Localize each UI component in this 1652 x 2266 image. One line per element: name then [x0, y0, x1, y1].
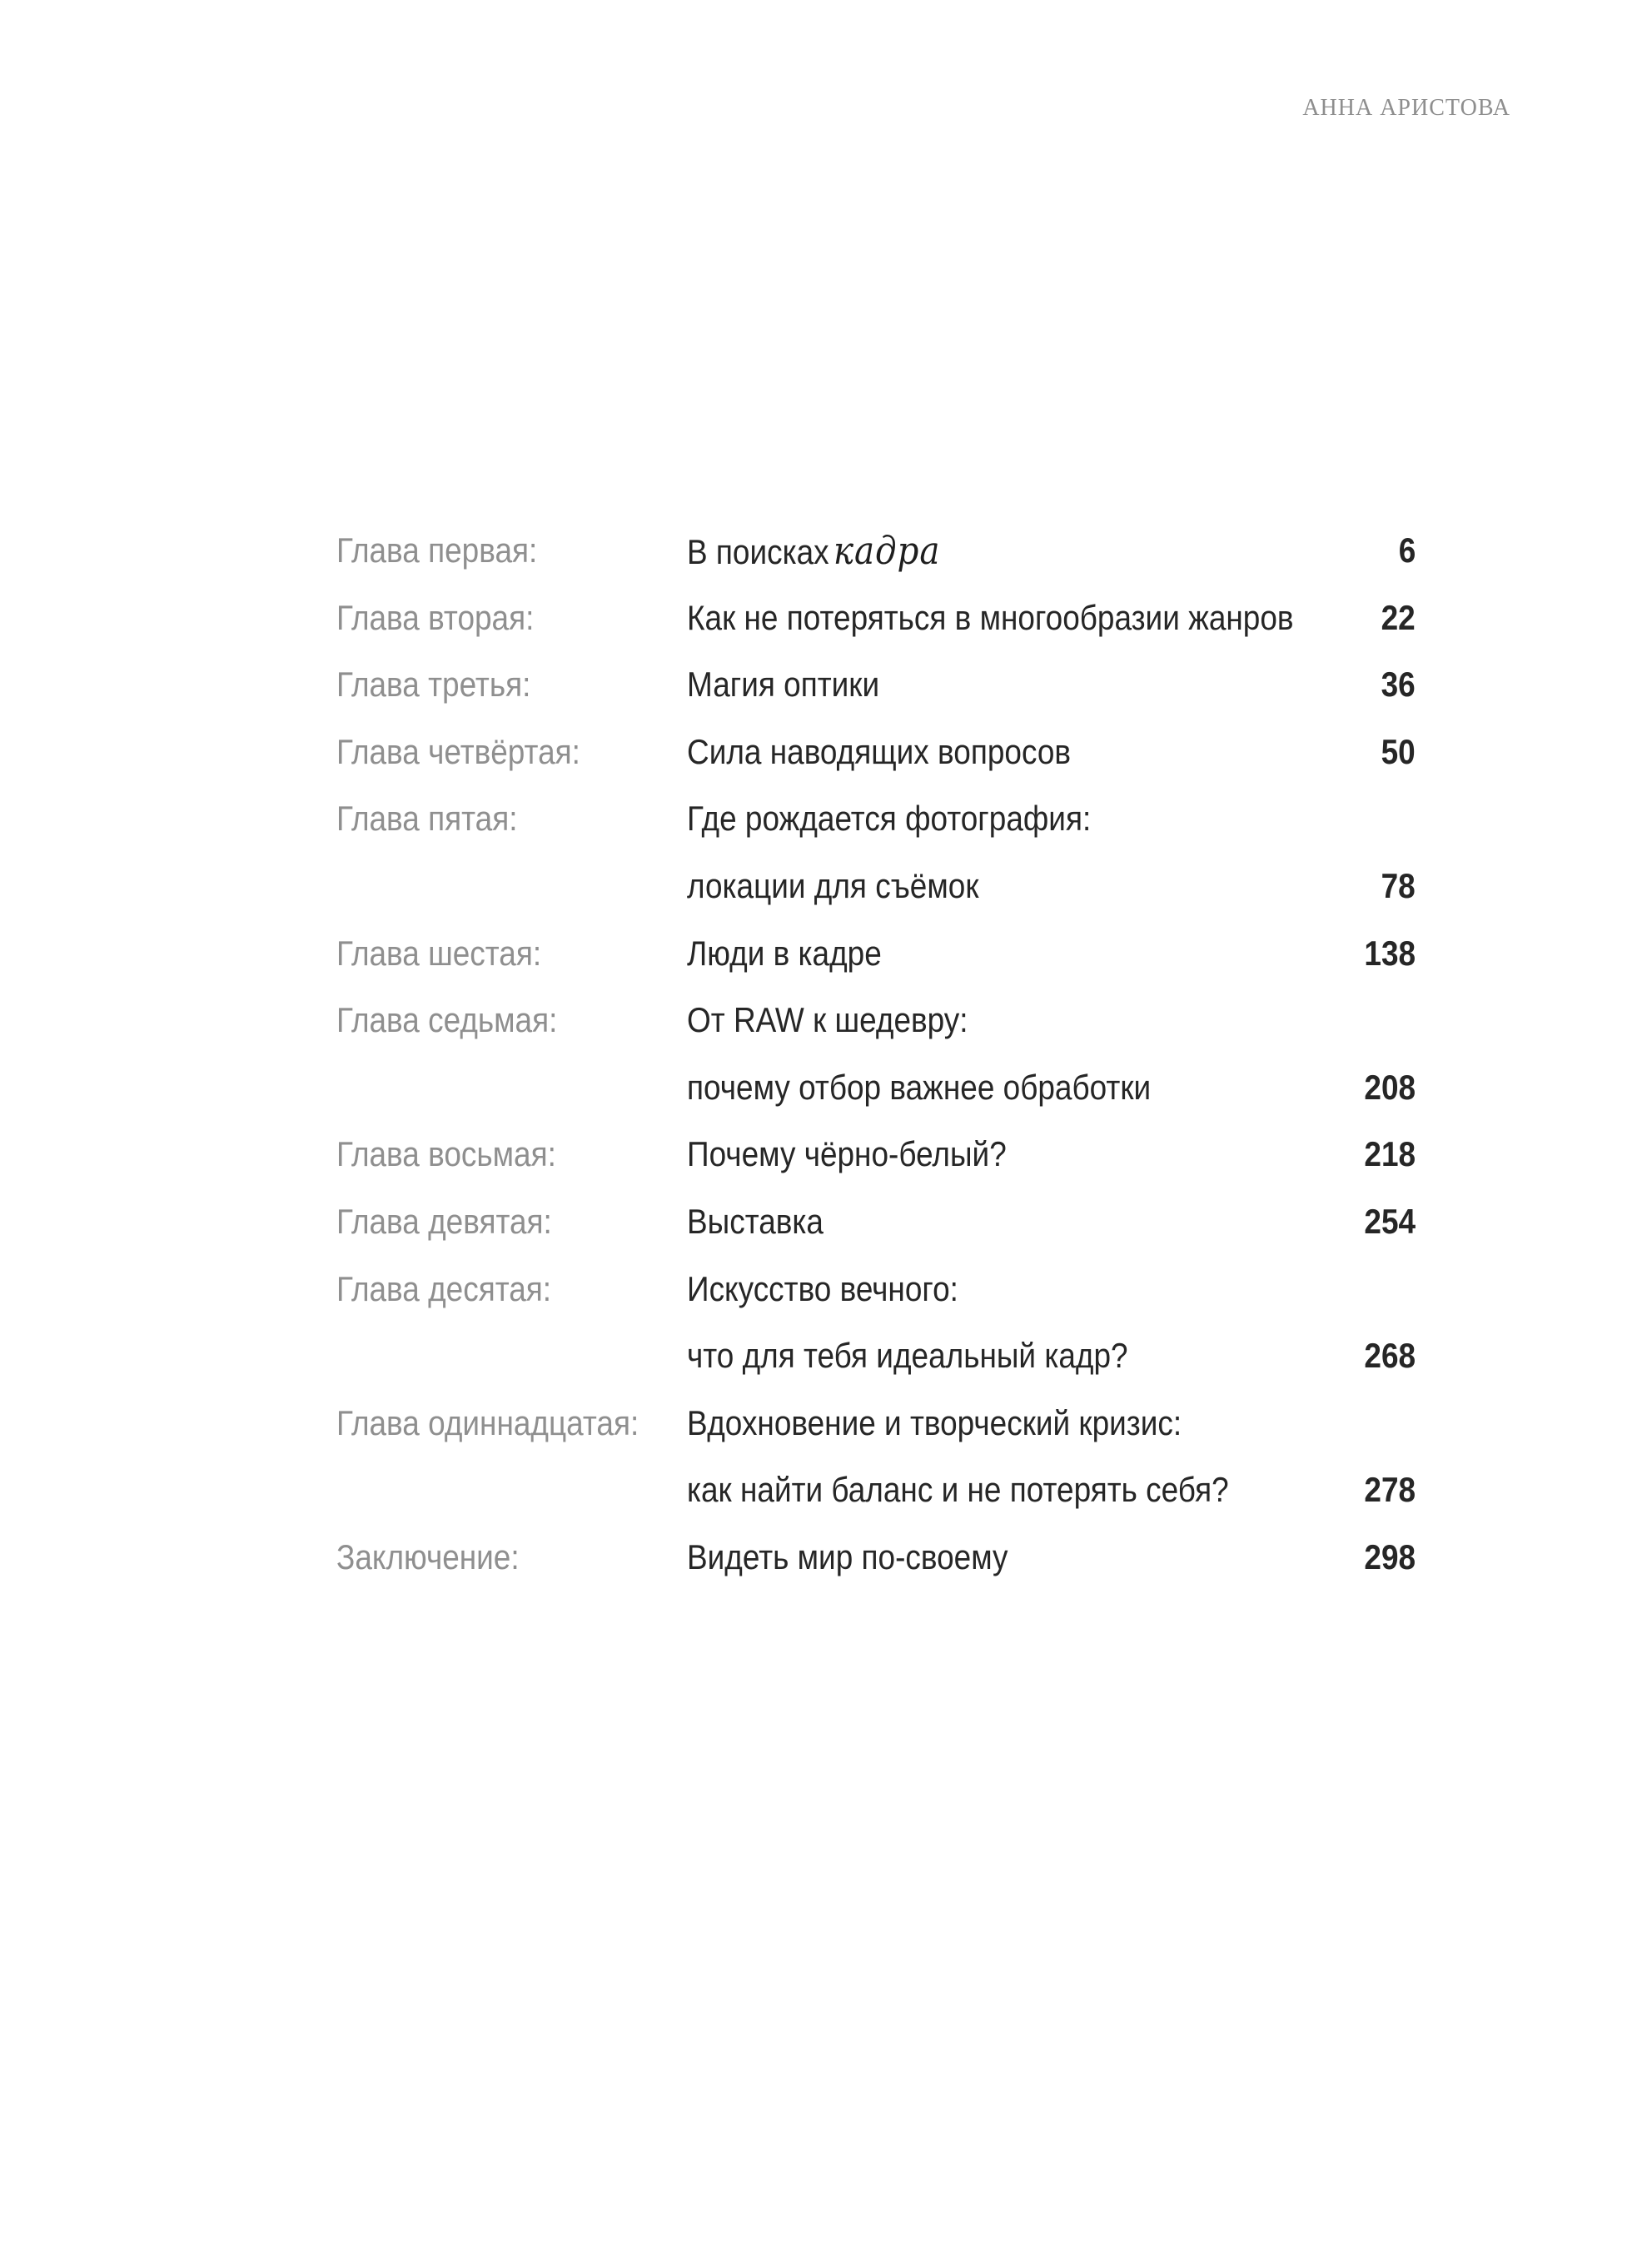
- toc-row-10-continued: [336, 1327, 1416, 1395]
- toc-chapter-title: Вдохновение и творческий кризис:: [687, 1402, 1182, 1442]
- toc-chapter-label: Глава девятая:: [336, 1201, 552, 1241]
- toc-page-number: 36: [1381, 665, 1416, 705]
- toc-chapter-title: Искусство вечного:: [687, 1268, 958, 1308]
- toc-page-number: 268: [1364, 1336, 1416, 1376]
- toc-page-number: 278: [1364, 1470, 1416, 1510]
- toc-row-9: [336, 1193, 1416, 1261]
- toc-page-number: 6: [1398, 530, 1416, 570]
- toc-page-number: 218: [1364, 1134, 1416, 1174]
- toc-chapter-title: Люди в кадре: [687, 933, 882, 973]
- toc-chapter-title: Почему чёрно-белый?: [687, 1134, 1007, 1174]
- toc-row-8: [336, 1126, 1416, 1193]
- toc-chapter-title: Где рождается фотография:: [687, 799, 1092, 839]
- toc-page-number: 50: [1381, 731, 1416, 771]
- toc-page-number: 298: [1364, 1536, 1416, 1576]
- toc-chapter-title-continued: что для тебя идеальный кадр?: [687, 1336, 1128, 1376]
- toc-chapter-title: Сила наводящих вопросов: [687, 731, 1072, 771]
- toc-chapter-title-continued: почему отбор важнее обработки: [687, 1067, 1152, 1107]
- toc-row-2: [336, 590, 1416, 657]
- toc-row-7: [336, 992, 1416, 1059]
- toc-row-5: [336, 790, 1416, 858]
- toc-chapter-label: Заключение:: [336, 1536, 520, 1576]
- toc-chapter-title: От RAW к шедевру:: [687, 1000, 968, 1040]
- toc-chapter-label: Глава вторая:: [336, 597, 535, 637]
- toc-chapter-label: Глава третья:: [336, 665, 531, 705]
- toc-page-number: 22: [1381, 597, 1416, 637]
- toc-chapter-label: Глава десятая:: [336, 1268, 552, 1308]
- toc-chapter-title: Как не потеряться в многообразии жанров: [687, 597, 1294, 637]
- toc-chapter-title-script: кадра: [833, 528, 941, 573]
- toc-chapter-label: Глава пятая:: [336, 799, 518, 839]
- toc-chapter-title: В поисках кадра: [687, 528, 941, 573]
- toc-chapter-label: Глава седьмая:: [336, 1000, 558, 1040]
- toc-row-1: [336, 522, 1416, 590]
- toc-chapter-title-continued: как найти баланс и не потерять себя?: [687, 1470, 1229, 1510]
- toc-row-conclusion: [336, 1529, 1416, 1596]
- toc-chapter-label: Глава четвёртая:: [336, 731, 580, 771]
- toc-row-6: [336, 925, 1416, 993]
- toc-chapter-title: Видеть мир по-своему: [687, 1536, 1008, 1576]
- toc-chapter-label: Глава шестая:: [336, 933, 542, 973]
- toc-row-7-continued: [336, 1059, 1416, 1127]
- toc-page-number: 254: [1364, 1201, 1416, 1241]
- toc-chapter-title: Выставка: [687, 1201, 824, 1241]
- toc-page-number: 78: [1381, 865, 1416, 905]
- toc-page-number: 138: [1364, 933, 1416, 973]
- toc-row-4: [336, 724, 1416, 791]
- toc-row-5-continued: [336, 858, 1416, 925]
- toc-row-11: [336, 1395, 1416, 1462]
- toc-chapter-label: Глава первая:: [336, 530, 538, 570]
- toc-row-10: [336, 1261, 1416, 1328]
- toc-page-number: 208: [1364, 1067, 1416, 1107]
- toc-chapter-label: Глава восьмая:: [336, 1134, 556, 1174]
- toc-row-3: [336, 656, 1416, 724]
- table-of-contents: [336, 522, 1416, 1596]
- toc-chapter-title: Магия оптики: [687, 665, 880, 705]
- running-head-author: АННА АРИСТОВА: [1302, 95, 1510, 121]
- toc-row-11-continued: [336, 1462, 1416, 1529]
- toc-chapter-title-continued: локации для съёмок: [687, 865, 979, 905]
- toc-chapter-label: Глава одиннадцатая:: [336, 1402, 639, 1442]
